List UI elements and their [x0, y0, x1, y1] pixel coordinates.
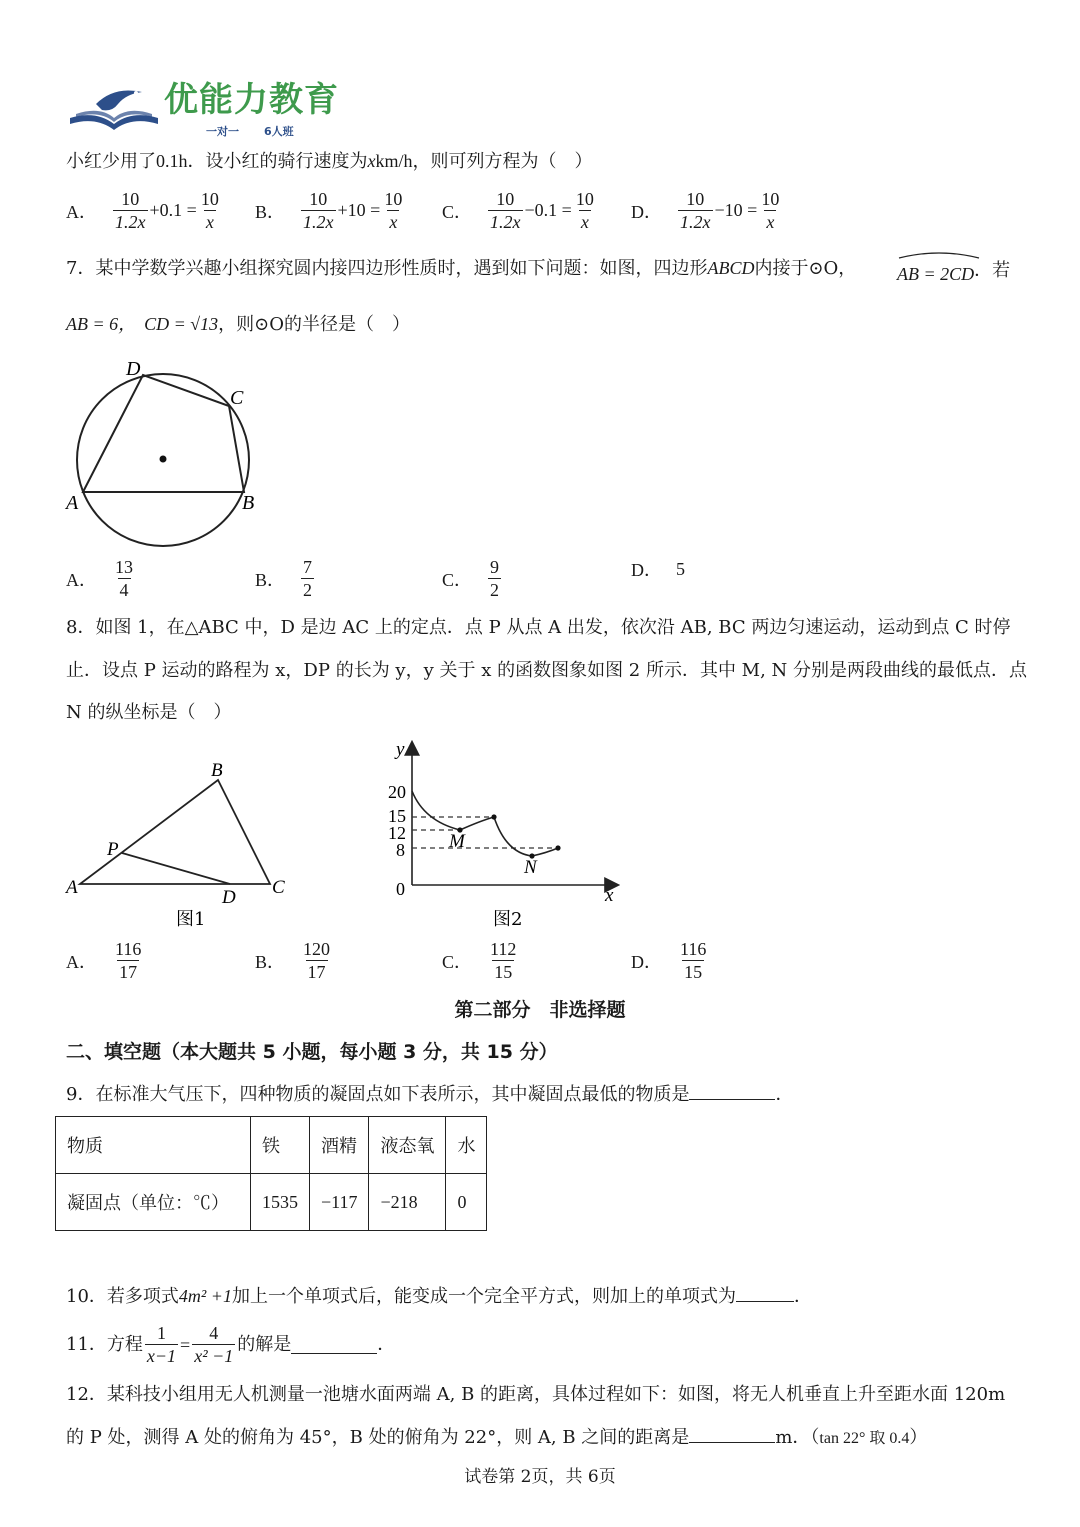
point-peak	[491, 814, 496, 819]
option-label: C．	[442, 569, 473, 590]
point-b-label: B	[242, 492, 255, 514]
q8-option-c[interactable]	[442, 938, 520, 983]
option-operator: −10 =	[714, 200, 758, 220]
table-header-cell: 水	[446, 1117, 487, 1174]
q12-stem-line1: 12．某科技小组用无人机测量一池塘水面两端 A, B 的距离，具体过程如下：如图，将无人机垂直上升至距水面 120m	[66, 1384, 1006, 1405]
q8-figure-1	[60, 755, 310, 935]
table-row	[56, 1117, 487, 1174]
book-bird-logo-icon	[66, 84, 162, 136]
table-header-cell: 铁	[251, 1117, 310, 1174]
q11-fraction-1: $\frac{1}{x-1}$	[146, 1323, 177, 1366]
option-fraction: $\frac{116}{15}$	[680, 939, 707, 982]
q8-option-a[interactable]	[66, 938, 145, 983]
q7-option-b[interactable]	[255, 556, 316, 601]
option-label: A．	[66, 569, 97, 590]
option-fraction-left: $\frac{10}{1.2x}$	[680, 189, 711, 232]
option-operator: +0.1 =	[149, 200, 197, 220]
fig2-label-n: N	[524, 857, 537, 878]
fig2-caption: 图2	[493, 909, 523, 930]
q9-answer-blank[interactable]	[689, 1099, 775, 1100]
point-end	[555, 845, 560, 850]
fig1-label-b: B	[211, 760, 223, 781]
q6-option-d[interactable]	[631, 188, 783, 233]
fig2-origin: 0	[396, 879, 405, 899]
point-d-label: D	[126, 358, 141, 380]
q11-answer-blank[interactable]	[291, 1353, 377, 1354]
logo-tagline-right: 6人班	[264, 125, 294, 138]
option-label: B．	[255, 951, 286, 972]
table-cell: 凝固点（单位：℃）	[56, 1174, 251, 1231]
option-fraction: $\frac{7}{2}$	[303, 557, 313, 600]
q11-fraction-2: $\frac{4}{\text{x² −1}}$	[194, 1323, 234, 1366]
option-label: B．	[255, 569, 286, 590]
segment-dp	[122, 853, 230, 884]
option-label: B．	[255, 201, 286, 222]
q7-option-c[interactable]	[442, 556, 503, 601]
q6-option-b[interactable]	[255, 188, 406, 233]
fig2-tick-8: 8	[396, 840, 405, 860]
option-fraction-left: $\frac{10}{1.2x}$	[115, 189, 146, 232]
q6-option-c[interactable]	[442, 188, 598, 233]
table-cell: −117	[310, 1174, 369, 1231]
option-label: D．	[631, 201, 662, 222]
q12-answer-blank[interactable]	[689, 1442, 775, 1443]
option-value: 5	[676, 558, 685, 579]
q9-table	[55, 1116, 487, 1231]
table-cell: −218	[369, 1174, 446, 1231]
fig2-ylabel: y	[396, 739, 405, 760]
option-fraction: $\frac{112}{15}$	[490, 939, 517, 982]
q8-stem-line3: N 的纵坐标是（ ）	[66, 702, 232, 723]
fig2-tick-15: 15	[388, 806, 406, 826]
q7-arc-equation: AB = 2CD．若	[897, 252, 1010, 278]
q11-stem: 11．方程 $\frac{1}{x-1}$ = $\frac{4}{\text{x² −1}}$ 的解是 ．	[66, 1323, 396, 1366]
q7-stem-line1: 7．某中学数学兴趣小组探究圆内接四边形性质时，遇到如下问题：如图，四边形ABCD内接于⊙O，	[66, 258, 857, 279]
option-label: D．	[631, 560, 662, 580]
option-operator: +10 =	[337, 200, 381, 220]
point-a-label: A	[66, 492, 79, 514]
fig2-tick-12: 12	[388, 823, 406, 843]
option-fraction-right: $\frac{10}{x}$	[575, 189, 594, 232]
fig1-label-c: C	[272, 877, 285, 898]
center-dot	[160, 456, 167, 463]
q10-answer-blank[interactable]	[736, 1301, 794, 1302]
quadrilateral-abcd	[83, 375, 244, 492]
option-fraction: $\frac{120}{17}$	[303, 939, 331, 982]
option-label: A．	[66, 201, 97, 222]
option-fraction-right: $\frac{10}{x}$	[761, 189, 780, 232]
arc-icon	[897, 250, 981, 260]
logo	[66, 82, 356, 140]
q10-stem: 10．若多项式4m² +1加上一个单项式后，能变成一个完全平方式，则加上的单项式为 ．	[66, 1286, 812, 1307]
fig2-label-m: M	[449, 831, 465, 852]
q7-stem-line2: AB = 6， CD = √13，则⊙O的半径是（ ）	[66, 314, 411, 335]
q8-stem-line2: 止．设点 P 运动的路程为 x，DP 的长为 y，y 关于 x 的函数图象如图 2 所示．其中 M, N 分别是两段曲线的最低点．点	[66, 660, 1028, 681]
table-header-cell: 液态氧	[369, 1117, 446, 1174]
table-header-cell: 物质	[56, 1117, 251, 1174]
table-cell: 1535	[251, 1174, 310, 1231]
part2-title: 第二部分 非选择题	[454, 999, 626, 1021]
q8-option-b[interactable]	[255, 938, 334, 983]
option-fraction-right: $\frac{10}{x}$	[200, 189, 219, 232]
option-fraction-left: $\frac{10}{1.2x}$	[303, 189, 334, 232]
table-cell: 0	[446, 1174, 487, 1231]
fig1-caption: 图1	[176, 909, 206, 930]
option-fraction: $\frac{9}{2}$	[490, 557, 500, 600]
q6-stem-tail: 小红少用了0.1h．设小红的骑行速度为xkm/h，则可列方程为（ ）	[66, 151, 593, 172]
q7-option-d[interactable]	[631, 556, 685, 582]
q6-option-a[interactable]	[66, 188, 223, 233]
option-operator: −0.1 =	[524, 200, 572, 220]
fig1-label-a: A	[66, 877, 78, 898]
point-c-label: C	[230, 387, 244, 409]
table-row	[56, 1174, 487, 1231]
q7-option-a[interactable]	[66, 556, 137, 601]
option-label: A．	[66, 951, 97, 972]
curve-segment-1	[412, 791, 494, 830]
fig2-xlabel: x	[605, 885, 614, 906]
q7-circle-figure	[60, 355, 260, 555]
option-label: D．	[631, 951, 662, 972]
option-label: C．	[442, 201, 473, 222]
section2-title: 二、填空题（本大题共 5 小题，每小题 3 分，共 15 分）	[66, 1041, 558, 1063]
option-label: C．	[442, 951, 473, 972]
option-fraction: $\frac{116}{17}$	[115, 939, 142, 982]
table-header-cell: 酒精	[310, 1117, 369, 1174]
q8-stem-line1: 8．如图 1，在△ABC 中，D 是边 AC 上的定点．点 P 从点 A 出发，依次沿 AB, BC 两边匀速运动，运动到点 C 时停	[66, 617, 1011, 638]
page-footer: 试卷第 2页，共 6页	[464, 1467, 616, 1487]
logo-tagline-left: 一对一	[206, 125, 239, 138]
curve-segment-2	[494, 817, 558, 856]
q9-stem: 9．在标准大气压下，四种物质的凝固点如下表所示，其中凝固点最低的物质是 ．	[66, 1084, 794, 1105]
q8-option-d[interactable]	[631, 938, 710, 983]
q8-figure-2	[380, 735, 630, 935]
fig1-label-d: D	[222, 887, 236, 908]
fig1-label-p: P	[107, 839, 119, 860]
option-fraction-right: $\frac{10}{x}$	[384, 189, 403, 232]
option-fraction: $\frac{13}{4}$	[115, 557, 133, 600]
logo-name: 优能力教育	[164, 80, 339, 120]
fig2-tick-20: 20	[388, 782, 406, 802]
q12-stem-line2: 的 P 处，测得 A 处的俯角为 45°，B 处的俯角为 22°，则 A, B 之间的距离是 m．（tan 22° 取 0.4）	[66, 1427, 928, 1448]
option-fraction-left: $\frac{10}{1.2x}$	[490, 189, 521, 232]
